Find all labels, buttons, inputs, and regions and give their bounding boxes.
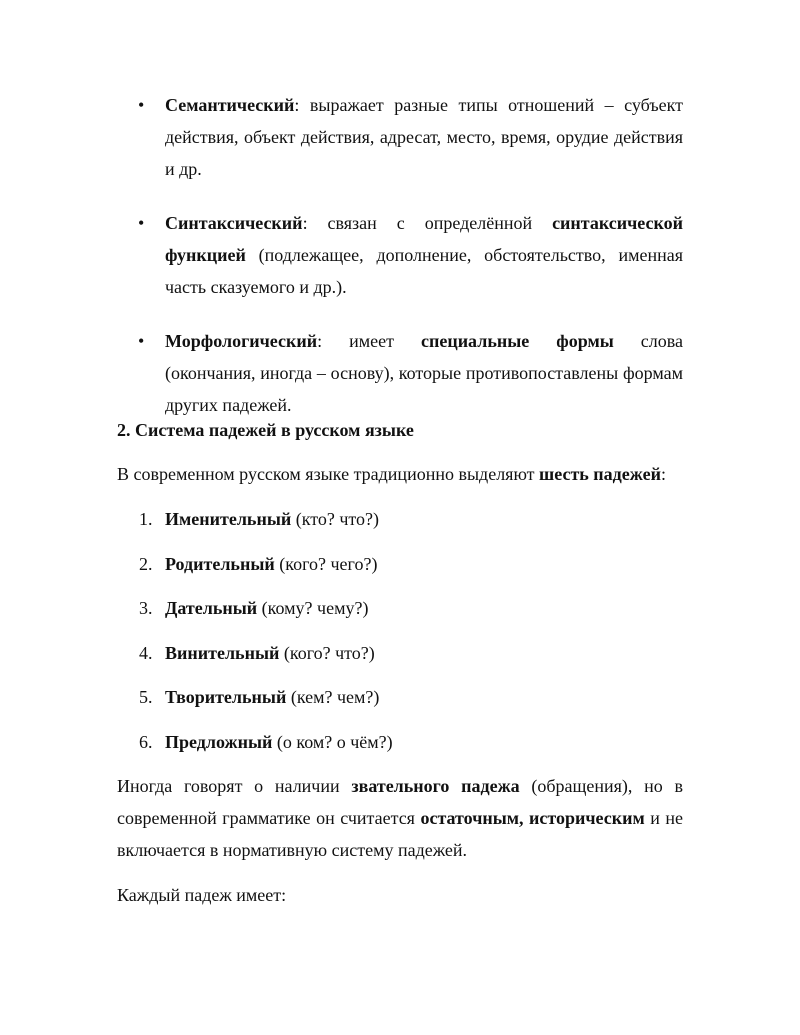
bullet-mark: • [138, 95, 145, 115]
case-number: 5. [139, 687, 153, 707]
case-list-item [0, 548, 800, 593]
note-paragraph [117, 770, 683, 866]
bullet-term: Семантический [165, 95, 295, 115]
bullet-term: Синтаксический [165, 213, 303, 233]
case-text [165, 503, 379, 535]
bullet-text: : имеет [317, 331, 421, 351]
bullet-mark: • [138, 331, 145, 351]
case-question: (кого? чего?) [274, 553, 378, 574]
case-name: Предложный [165, 731, 273, 752]
case-list-item [0, 681, 800, 726]
bullet-text: : выражает разные типы отношений – субъект действия, объект действия, адресат, место, время, орудие действия и др. [165, 95, 683, 179]
note-text: и не включается в нормативную систему падежей. [117, 808, 683, 860]
case-list-item [0, 592, 800, 637]
case-name: Именительный [165, 509, 292, 529]
case-list-item [0, 503, 800, 548]
case-text [165, 592, 368, 624]
case-name: Творительный [165, 687, 287, 707]
note-emphasis: остаточным, историческим [420, 808, 645, 828]
case-question: (о ком? о чём?) [272, 731, 393, 752]
case-text [165, 548, 377, 580]
case-number: 1. [139, 509, 153, 529]
section-heading: 2. Система падежей в русском языке [117, 420, 414, 440]
case-number: 3. [139, 598, 153, 618]
bullet-text: слова (окончания, иногда – основу), которые противопоставлены формам других падежей. [165, 331, 683, 415]
bullet-term: Морфологический [165, 331, 318, 351]
bullet-list [0, 89, 800, 443]
case-text [165, 681, 379, 713]
case-question: (кто? что?) [291, 509, 380, 529]
bullet-item-syntactic [138, 207, 683, 303]
case-number: 2. [139, 553, 153, 574]
note-emphasis: звательного падежа [351, 776, 520, 796]
bullet-item-morphological [138, 325, 683, 421]
bullet-mark: • [138, 213, 145, 233]
final-paragraph: Каждый падеж имеет: [117, 885, 287, 905]
case-question: (кого? что?) [279, 642, 375, 663]
case-list [0, 503, 800, 770]
bullet-paragraph [165, 325, 683, 421]
intro-end: : [660, 464, 666, 484]
case-text [165, 637, 375, 669]
bullet-text: : связан с определённой [302, 213, 553, 233]
note-text: Иногда говорят о наличии [117, 776, 352, 796]
case-question: (кем? чем?) [286, 687, 380, 707]
bullet-emphasis: синтаксической функцией [165, 213, 683, 265]
bullet-emphasis: специальные формы [420, 331, 614, 351]
case-text [165, 726, 393, 758]
note-text: (обращения), но в современной грамматике он считается [117, 776, 683, 828]
bullet-item-semantic [138, 89, 683, 185]
intro-paragraph [117, 458, 666, 490]
bullet-text: (подлежащее, дополнение, обстоятельство, именная часть сказуемого и др.). [165, 245, 683, 297]
case-question: (кому? чему?) [257, 598, 369, 618]
bullet-paragraph [165, 207, 683, 303]
case-number: 6. [139, 731, 153, 752]
case-list-item [0, 637, 800, 682]
bullet-paragraph [165, 89, 683, 185]
case-list-item [0, 726, 800, 771]
case-name: Дательный [165, 598, 258, 618]
case-name: Винительный [165, 642, 280, 663]
intro-emphasis: шесть падежей [539, 464, 661, 484]
case-number: 4. [139, 642, 153, 663]
intro-text: В современном русском языке традиционно выделяют [117, 464, 540, 484]
case-name: Родительный [165, 553, 275, 574]
